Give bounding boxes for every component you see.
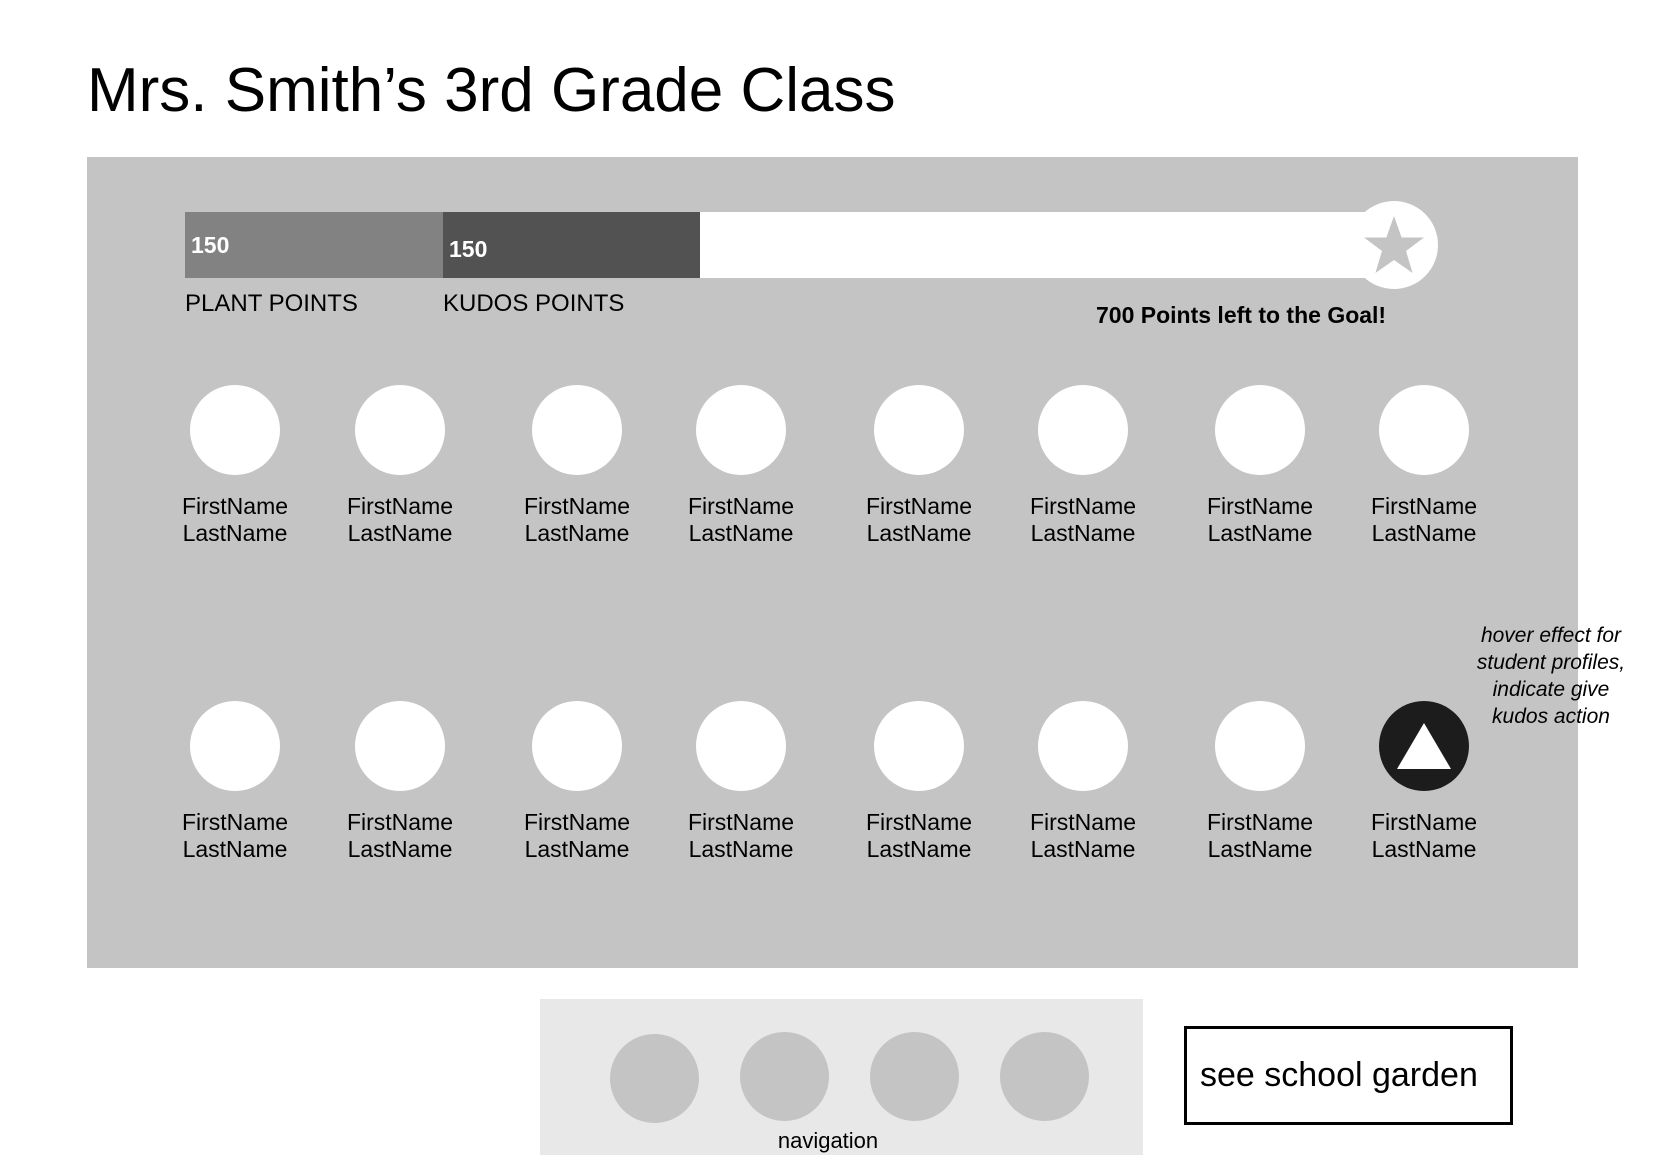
student-name [315, 809, 485, 863]
student-avatar[interactable] [874, 385, 964, 475]
student-first-name: FirstName [346, 493, 454, 519]
student-last-name: LastName [347, 836, 453, 862]
student-card[interactable] [834, 385, 1004, 547]
kudos-points-label: KUDOS POINTS [443, 290, 625, 317]
student-name [834, 809, 1004, 863]
student-last-name: LastName [524, 836, 630, 862]
student-avatar[interactable] [190, 701, 280, 791]
navigation-label: navigation [777, 1128, 879, 1153]
student-avatar[interactable] [532, 385, 622, 475]
student-avatar[interactable] [1215, 701, 1305, 791]
student-avatar[interactable] [1379, 701, 1469, 791]
plant-points-label: PLANT POINTS [185, 290, 358, 317]
student-avatar[interactable] [355, 701, 445, 791]
student-avatar[interactable] [696, 385, 786, 475]
student-first-name: FirstName [1206, 493, 1314, 519]
hover-annotation: hover effect for student profiles, indicate give kudos action [1476, 624, 1626, 728]
student-last-name: LastName [1207, 836, 1313, 862]
student-card[interactable] [834, 701, 1004, 863]
student-last-name: LastName [866, 836, 972, 862]
student-last-name: LastName [688, 836, 794, 862]
student-name [656, 493, 826, 547]
goal-remaining-text: 700 Points left to the Goal! [1096, 302, 1387, 328]
student-card[interactable] [315, 385, 485, 547]
plant-points-value: 150 [191, 232, 230, 258]
student-card[interactable] [315, 701, 485, 863]
student-card[interactable] [492, 385, 662, 547]
student-name [150, 809, 320, 863]
student-card[interactable] [150, 385, 320, 547]
student-name [1175, 809, 1345, 863]
student-avatar[interactable] [696, 701, 786, 791]
student-name [1339, 809, 1509, 863]
student-card[interactable] [150, 701, 320, 863]
student-last-name: LastName [1371, 836, 1477, 862]
student-avatar[interactable] [874, 701, 964, 791]
see-school-garden-button[interactable]: see school garden [1184, 1026, 1513, 1125]
page-title: Mrs. Smith’s 3rd Grade Class [87, 56, 896, 125]
student-first-name: FirstName [1370, 809, 1478, 835]
student-last-name: LastName [866, 520, 972, 546]
student-name [998, 809, 1168, 863]
student-first-name: FirstName [523, 809, 631, 835]
student-last-name: LastName [1371, 520, 1477, 546]
nav-item-1[interactable] [610, 1034, 699, 1123]
student-first-name: FirstName [181, 493, 289, 519]
student-card[interactable] [998, 385, 1168, 547]
student-name [1339, 493, 1509, 547]
student-name [150, 493, 320, 547]
student-avatar[interactable] [532, 701, 622, 791]
student-name [998, 493, 1168, 547]
student-avatar[interactable] [355, 385, 445, 475]
student-name [834, 493, 1004, 547]
student-name [492, 809, 662, 863]
student-last-name: LastName [182, 836, 288, 862]
student-name [1175, 493, 1345, 547]
student-first-name: FirstName [687, 493, 795, 519]
student-card[interactable] [656, 385, 826, 547]
student-first-name: FirstName [1029, 809, 1137, 835]
student-last-name: LastName [347, 520, 453, 546]
star-icon [1362, 214, 1426, 276]
nav-item-3[interactable] [870, 1032, 959, 1121]
student-avatar[interactable] [1038, 701, 1128, 791]
kudos-points-value: 150 [449, 236, 488, 262]
student-last-name: LastName [524, 520, 630, 546]
student-first-name: FirstName [865, 809, 973, 835]
student-card[interactable] [492, 701, 662, 863]
student-card[interactable] [1175, 701, 1345, 863]
student-name [492, 493, 662, 547]
give-kudos-triangle-icon [1395, 721, 1453, 771]
nav-item-2[interactable] [740, 1032, 829, 1121]
student-card[interactable] [656, 701, 826, 863]
student-card[interactable] [1175, 385, 1345, 547]
student-first-name: FirstName [1029, 493, 1137, 519]
student-card[interactable] [1339, 385, 1509, 547]
student-card[interactable] [998, 701, 1168, 863]
kudos-points-bar [443, 212, 700, 278]
student-first-name: FirstName [523, 493, 631, 519]
student-first-name: FirstName [687, 809, 795, 835]
student-last-name: LastName [182, 520, 288, 546]
student-first-name: FirstName [1370, 493, 1478, 519]
student-last-name: LastName [688, 520, 794, 546]
student-first-name: FirstName [1206, 809, 1314, 835]
student-last-name: LastName [1030, 520, 1136, 546]
student-avatar[interactable] [1038, 385, 1128, 475]
student-last-name: LastName [1207, 520, 1313, 546]
student-last-name: LastName [1030, 836, 1136, 862]
student-name [315, 493, 485, 547]
student-first-name: FirstName [181, 809, 289, 835]
student-avatar[interactable] [1215, 385, 1305, 475]
nav-item-4[interactable] [1000, 1032, 1089, 1121]
student-first-name: FirstName [346, 809, 454, 835]
goal-marker [1350, 201, 1438, 289]
student-name [656, 809, 826, 863]
student-first-name: FirstName [865, 493, 973, 519]
plant-points-bar [185, 212, 443, 278]
student-avatar[interactable] [1379, 385, 1469, 475]
student-avatar[interactable] [190, 385, 280, 475]
